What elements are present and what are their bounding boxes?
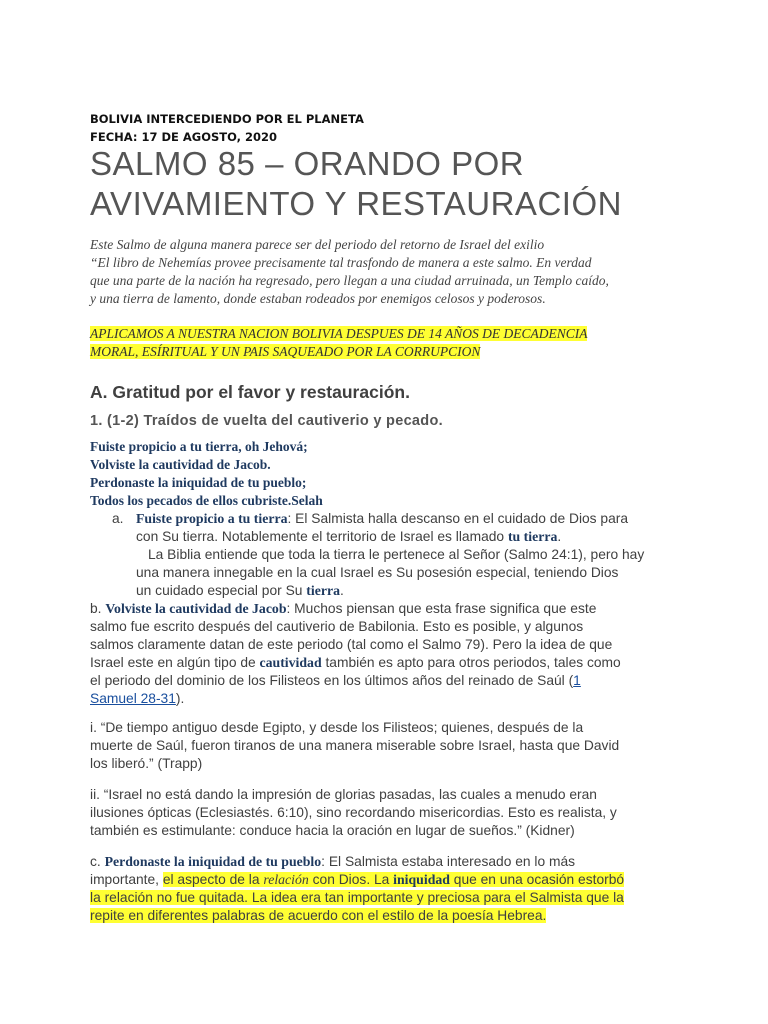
verse-quote: Perdonaste la iniquidad de tu pueblo — [104, 854, 322, 869]
quote-line: también es estimulante: conduce hacia la oración en lugar de sueños.” (Kidner) — [90, 823, 575, 838]
highlight-text: repite en diferentes palabras de acuerdo con el estilo de la poesía Hebrea. — [90, 908, 547, 923]
item-text: con Su tierra. Notablemente el territorio de Israel es llamado — [136, 529, 508, 544]
list-marker: a. — [112, 511, 124, 526]
item-c-line — [90, 889, 624, 907]
quote-line: ii. “Israel no está dando la impresión de glorias pasadas, las cuales a menudo eran — [90, 787, 597, 802]
date-header: FECHA: 17 DE AGOSTO, 2020 — [90, 130, 278, 144]
verse-quote: cautividad — [259, 655, 322, 670]
item-b-line: salmo fue escrito después del cautiverio de Babilonia. Esto es posible, y algunos — [90, 619, 584, 634]
verse-quote: Fuiste propicio a tu tierra — [136, 511, 288, 526]
title-line-2: AVIVAMIENTO Y RESTAURACIÓN — [90, 185, 622, 222]
item-a-line: una manera innegable en la cual Israel es Su posesión especial, teniendo Dios — [136, 565, 619, 580]
item-text: c. — [90, 854, 105, 869]
item-text: : Muchos piensan que esta frase significa que este — [286, 601, 597, 616]
item-text: importante, — [90, 872, 163, 887]
intro-line: Este Salmo de alguna manera parece ser del periodo del retorno de Israel del exilio — [90, 237, 545, 252]
quote-line: los liberó.” (Trapp) — [90, 756, 203, 771]
item-text: Israel este en algún tipo de — [90, 655, 260, 670]
item-text: un cuidado especial por Su — [136, 583, 307, 598]
scripture-link[interactable]: 1 — [573, 673, 581, 688]
item-a-line — [136, 582, 344, 600]
quote-line: ilusiones ópticas (Eclesiastés. 6:10), sino recordando misericordias. Esto es realista, y — [90, 805, 617, 820]
item-a-line — [136, 528, 561, 546]
item-a-line: La Biblia entiende que toda la tierra le pertenece al Señor (Salmo 24:1), pero hay — [148, 547, 645, 562]
verse-line: Fuiste propicio a tu tierra, oh Jehová; — [90, 439, 308, 454]
item-text: b. — [90, 601, 106, 616]
quote-line: muerte de Saúl, fueron tiranos de una manera miserable sobre Israel, hasta que David — [90, 738, 620, 753]
section-heading: A. Gratitud por el favor y restauración. — [90, 382, 410, 402]
verse-quote: tierra — [306, 583, 340, 598]
item-b-line — [90, 672, 581, 690]
item-text: que en una ocasión estorbó — [449, 872, 625, 887]
verse-line: Todos los pecados de ellos cubriste.Selah — [90, 493, 323, 508]
highlight-line — [90, 325, 587, 343]
item-a-line — [136, 510, 628, 528]
item-b-line — [90, 600, 596, 618]
intro-line: “El libro de Nehemías provee precisamente tal trasfondo de manera a este salmo. En verdad — [90, 255, 592, 270]
highlight-text — [163, 872, 624, 887]
item-c-line — [90, 853, 575, 871]
title-line-1: SALMO 85 – ORANDO POR — [90, 145, 525, 182]
item-text: . — [339, 583, 344, 598]
scripture-link[interactable]: Samuel 28-31 — [90, 691, 176, 706]
item-text: ). — [175, 691, 185, 706]
intro-line: que una parte de la nación ha regresado, pero llegan a una ciudad arruinada, un Templo caído, — [90, 273, 609, 288]
highlight-text: la relación no fue quitada. La idea era tan importante y preciosa para el Salmista que la — [90, 890, 624, 905]
item-text: el periodo del dominio de los Filisteos en los últimos años del reinado de Saúl ( — [90, 673, 574, 688]
verse-line: Perdonaste la iniquidad de tu pueblo; — [90, 475, 307, 490]
org-header: BOLIVIA INTERCEDIENDO POR EL PLANETA — [90, 112, 364, 126]
quote-line: i. “De tiempo antiguo desde Egipto, y desde los Filisteos; quienes, después de la — [90, 720, 584, 735]
item-c-line — [90, 871, 624, 889]
verse-quote: iniquidad — [393, 872, 450, 887]
item-text: el aspecto de la — [162, 872, 264, 887]
item-text: : El Salmista estaba interesado en lo más — [321, 854, 576, 869]
highlight-text: MORAL, ESÍRITUAL Y UN PAIS SAQUEADO POR LA CORRUPCION — [90, 344, 481, 359]
page-title — [90, 144, 690, 224]
item-text: : El Salmista halla descanso en el cuidado de Dios para — [287, 511, 629, 526]
item-b-line: salmos claramente datan de este periodo (tal como el Salmo 79). Pero la idea de que — [90, 637, 613, 652]
verse-quote: tu tierra — [507, 529, 558, 544]
item-b-line — [90, 690, 184, 708]
highlight-line — [90, 343, 480, 361]
highlight-text: APLICAMOS A NUESTRA NACION BOLIVIA DESPUES DE 14 AÑOS DE DECADENCIA — [90, 326, 588, 341]
item-b-line — [90, 654, 621, 672]
item-text: relación — [263, 872, 309, 887]
verse-line: Volviste la cautividad de Jacob. — [90, 457, 271, 472]
item-c-line — [90, 907, 546, 925]
item-text: . — [557, 529, 562, 544]
item-text: también es apto para otros periodos, tales como — [321, 655, 621, 670]
verse-quote: Volviste la cautividad de Jacob — [105, 601, 287, 616]
subsection-heading: 1. (1-2) Traídos de vuelta del cautiverio y pecado. — [90, 413, 443, 429]
item-text: con Dios. La — [308, 872, 394, 887]
intro-line: y una tierra de lamento, donde estaban rodeados por enemigos celosos y poderosos. — [90, 291, 546, 306]
